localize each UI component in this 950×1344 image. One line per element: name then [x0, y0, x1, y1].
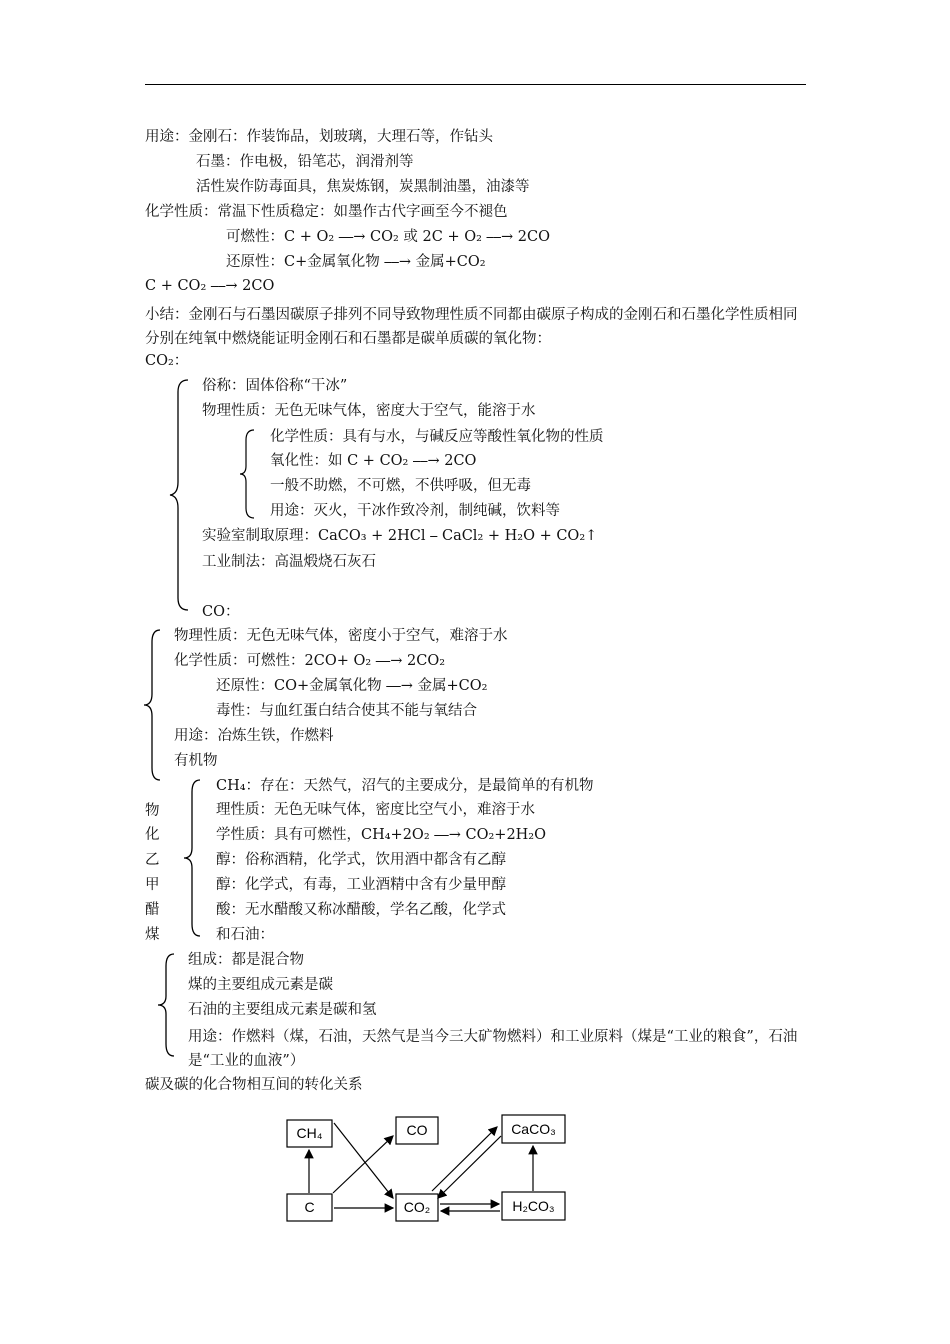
ch4-chemical: 学性质：具有可燃性，CH₄+2O₂ ⎯⎯→ CO₂+2H₂O: [216, 827, 547, 843]
label-c: C: [304, 1199, 315, 1215]
co2-uses: 用途：灭火，干冰作致冷剂，制纯碱，饮料等: [270, 503, 560, 519]
organic-title: 有机物: [174, 753, 218, 769]
coal-element: 煤的主要组成元素是碳: [188, 977, 333, 993]
ch4-existence: CH₄：存在：天然气，沼气的主要成分，是最简单的有机物: [216, 778, 594, 794]
co-physical: 物理性质：无色无味气体，密度小于空气，难溶于水: [174, 628, 508, 644]
co2-nonsupport: 一般不助燃，不可燃，不供呼吸，但无毒: [270, 478, 531, 494]
arrow-caco3-co2: [438, 1136, 501, 1198]
summary: 小结：金刚石与石墨因碳原子排列不同导致物理性质不同都由碳原子构成的金刚石和石墨化学性质相同分别在纯氧中燃烧能证明金刚石和石墨都是碳单质碳的氧化物：: [145, 307, 798, 347]
co2-lab-prep: 实验室制取原理：CaCO₃ + 2HCl ⎯ CaCl₂ + H₂O + CO₂↑: [202, 528, 598, 544]
reducibility: 还原性：C+金属氧化物 ⎯⎯→ 金属+CO₂: [226, 254, 486, 270]
label-co: CO: [406, 1122, 428, 1138]
label-h2co3: H₂CO₃: [512, 1198, 555, 1214]
fuel-uses: 用途：作燃料（煤，石油，天然气是当今三大矿物燃料）和工业原料（煤是“工业的粮食”，石油是“工业的血液”）: [188, 1029, 798, 1069]
label-co2: CO₂: [403, 1199, 431, 1215]
arrow-c-co: [333, 1136, 393, 1193]
ethanol: 醇：俗称酒精，化学式，饮用酒中都含有乙醇: [216, 852, 506, 868]
co2-chemical: 化学性质：具有与水，与碱反应等酸性氧化物的性质: [270, 429, 604, 445]
methanol: 醇：化学式，有毒，工业酒精中含有少量甲醇: [216, 877, 506, 893]
uses-activated-carbon: 活性炭作防毒面具，焦炭炼钢，炭黑制油墨，油漆等: [196, 179, 530, 195]
side-char: 醋: [145, 902, 160, 918]
label-caco3: CaCO₃: [511, 1121, 556, 1137]
fuel-composition: 组成：都是混合物: [188, 952, 304, 968]
side-char: 化: [145, 827, 160, 843]
co2-physical: 物理性质：无色无味气体，密度大于空气，能溶于水: [202, 403, 536, 419]
chemical-properties: 化学性质：常温下性质稳定：如墨作古代字画至今不褪色: [145, 204, 508, 220]
side-char: 物: [145, 803, 160, 819]
co-chemical: 化学性质：可燃性：2CO+ O₂ ⎯⎯→ 2CO₂: [174, 653, 446, 669]
co-toxicity: 毒性：与血红蛋白结合使其不能与氧结合: [216, 703, 477, 719]
oil-element: 石油的主要组成元素是碳和氢: [188, 1002, 377, 1018]
uses-diamond: 用途：金刚石：作装饰品，划玻璃，大理石等，作钻头: [145, 129, 493, 145]
uses-graphite: 石墨：作电极，铅笔芯，润滑剂等: [196, 154, 414, 170]
label-ch4: CH₄: [296, 1125, 323, 1141]
acetic-acid: 酸：无水醋酸又称冰醋酸，学名乙酸，化学式: [216, 902, 506, 918]
side-char: 乙: [145, 852, 160, 868]
c-co2-reaction: C + CO₂ ⎯⎯→ 2CO: [145, 278, 275, 294]
co2-common-name: 俗称：固体俗称“干冰”: [202, 378, 348, 394]
coal-petroleum: 和石油：: [216, 927, 274, 943]
side-char: 甲: [145, 877, 160, 893]
side-char: 煤: [145, 927, 160, 943]
co2-oxidizing: 氧化性：如 C + CO₂ ⎯⎯→ 2CO: [270, 453, 477, 469]
co-reducibility: 还原性：CO+金属氧化物 ⎯⎯→ 金属+CO₂: [216, 678, 488, 694]
co2-industrial: 工业制法：高温煅烧石灰石: [202, 554, 376, 570]
ch4-physical: 理性质：无色无味气体，密度比空气小，难溶于水: [216, 802, 535, 818]
combustibility: 可燃性：C + O₂ ⎯⎯→ CO₂ 或 2C + O₂ ⎯⎯→ 2CO: [226, 229, 551, 245]
co-uses: 用途：冶炼生铁，作燃料: [174, 728, 334, 744]
co-title: CO：: [202, 604, 240, 620]
relation-title: 碳及碳的化合物相互间的转化关系: [145, 1077, 363, 1093]
co2-title: CO₂：: [145, 353, 189, 369]
arrow-ch4-co2: [334, 1123, 393, 1198]
arrow-co2-caco3: [432, 1127, 497, 1191]
